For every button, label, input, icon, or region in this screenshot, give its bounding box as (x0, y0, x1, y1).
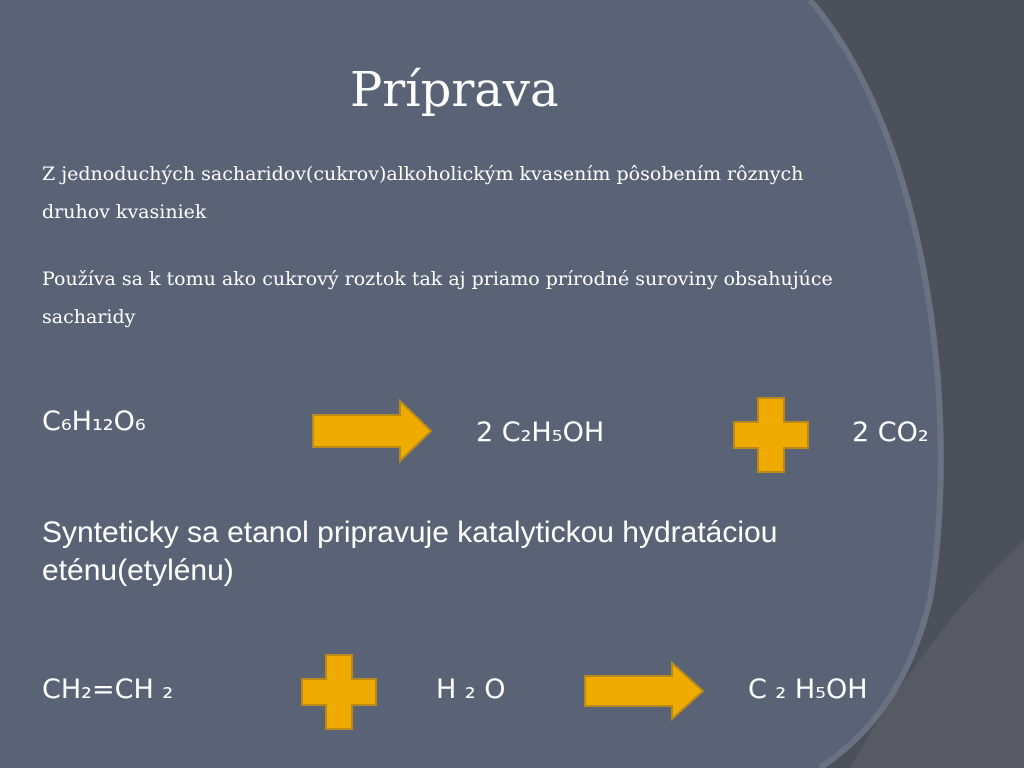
co2-product: 2 CO₂ (852, 417, 929, 448)
synthesis-line-1: Synteticky sa etanol pripravuje katalytickou hydratáciou (42, 516, 778, 549)
usage-paragraph (42, 260, 922, 336)
water-formula: H ₂ O (436, 674, 506, 705)
intro-paragraph (42, 155, 922, 231)
synthesis-paragraph (42, 514, 922, 590)
synthesis-line-2: eténu(etylénu) (42, 554, 234, 587)
ethene-formula: CH₂=CH ₂ (42, 674, 174, 705)
usage-line-2: sacharidy (42, 306, 136, 328)
intro-line-1: Z jednoduchých sacharidov(cukrov)alkoholickým kvasením pôsobením rôznych (42, 163, 804, 185)
intro-line-2: druhov kvasiniek (42, 201, 207, 223)
plus-icon (300, 653, 378, 731)
usage-line-1: Používa sa k tomu ako cukrový roztok tak aj priamo prírodné suroviny obsahujúce (42, 268, 833, 290)
plus-icon (732, 396, 810, 474)
slide-title: Príprava (350, 62, 559, 118)
glucose-formula: C₆H₁₂O₆ (42, 406, 146, 437)
arrow-right-icon (310, 398, 435, 464)
ethanol-formula: C ₂ H₅OH (748, 674, 868, 705)
arrow-right-icon (582, 660, 707, 722)
ethanol-product: 2 C₂H₅OH (476, 417, 605, 448)
